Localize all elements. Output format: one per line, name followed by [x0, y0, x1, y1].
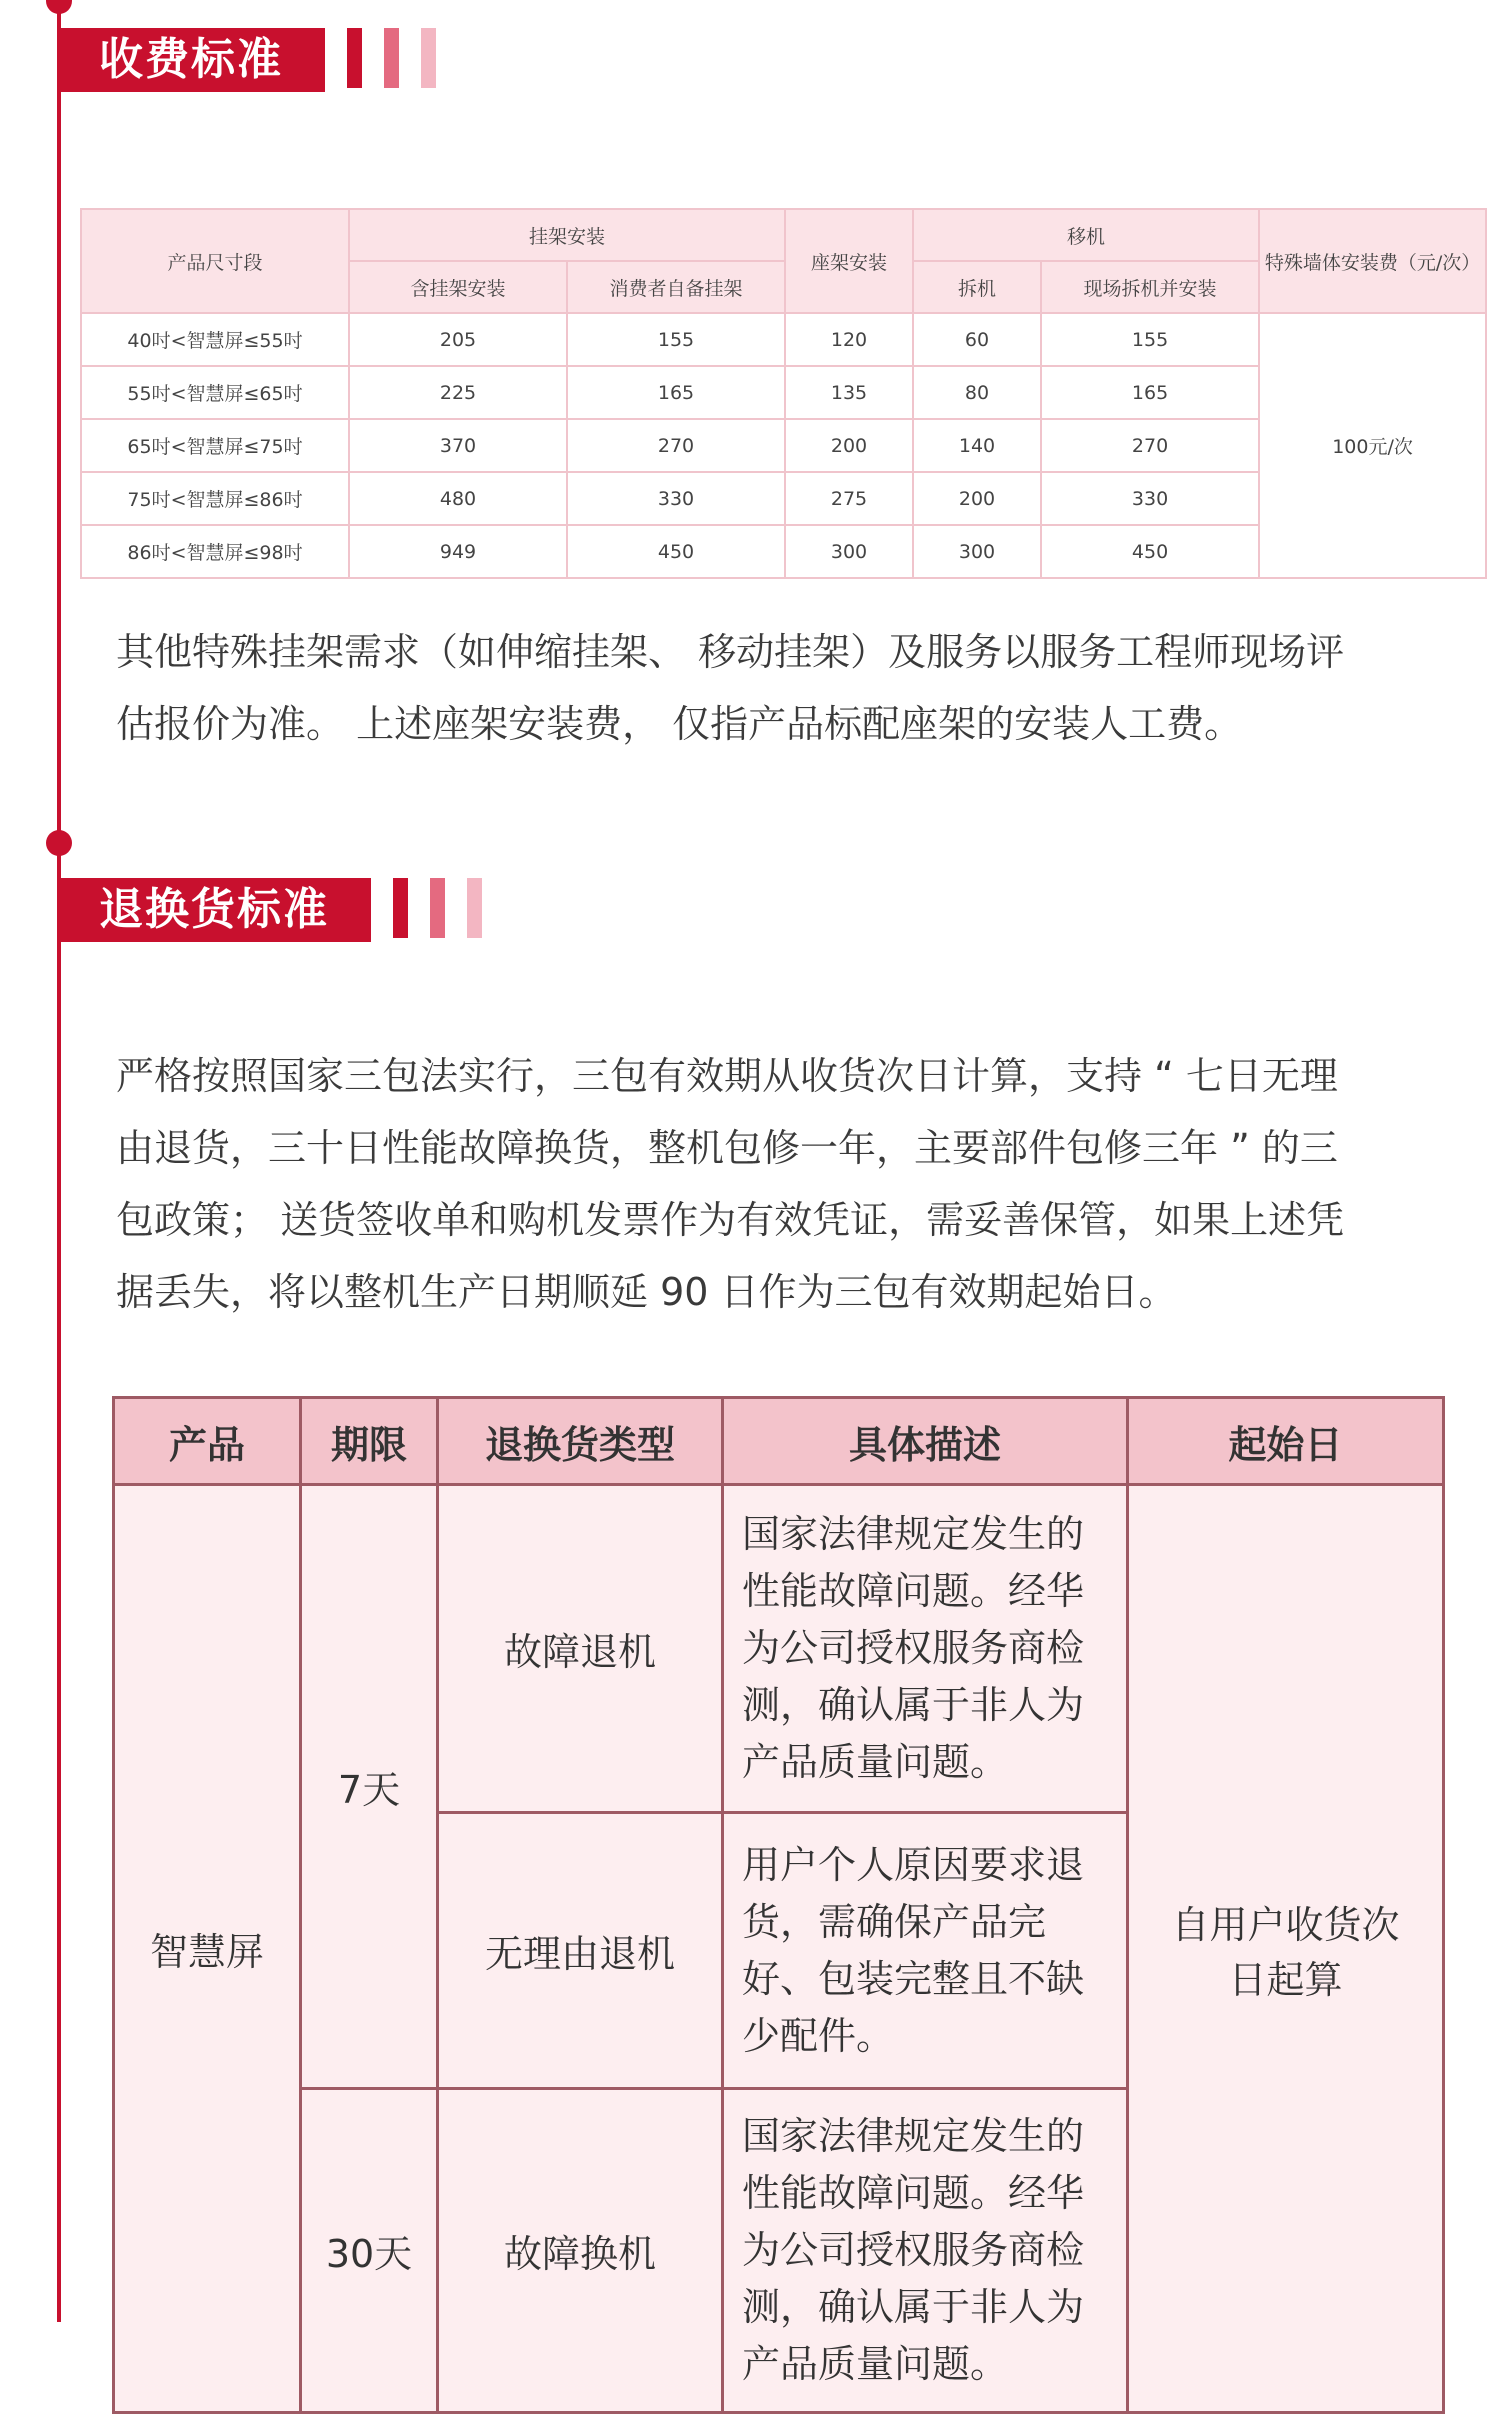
decorative-bars [393, 878, 504, 942]
header-dismantle: 拆机 [913, 261, 1041, 313]
return-section-header [59, 878, 504, 942]
cell-own: 330 [567, 472, 785, 525]
fee-note [116, 616, 1446, 760]
cell-dismantle: 80 [913, 366, 1041, 419]
cell-period-30: 30天 [301, 2089, 438, 2413]
cell-size: 75吋<智慧屏≤86吋 [81, 472, 349, 525]
cell-incl: 205 [349, 313, 567, 366]
header-type: 退换货类型 [438, 1398, 723, 1485]
cell-reinstall: 330 [1041, 472, 1259, 525]
cell-reinstall: 165 [1041, 366, 1259, 419]
policy-line: 严格按照国家三包法实行，三包有效期从收货次日计算，支持 “ 七日无理 [116, 1054, 1338, 1098]
cell-type-no-reason: 无理由退机 [438, 1813, 723, 2089]
cell-desc-fault-return: 国家法律规定发生的性能故障问题。经华为公司授权服务商检测，确认属于非人为产品质量问题。 [723, 1485, 1128, 1813]
cell-stand: 120 [785, 313, 913, 366]
timeline-dot [46, 0, 72, 14]
cell-stand: 275 [785, 472, 913, 525]
fee-section-title: 收费标准 [59, 28, 325, 92]
cell-stand: 300 [785, 525, 913, 578]
return-policy-text [116, 1040, 1446, 1328]
cell-size: 55吋<智慧屏≤65吋 [81, 366, 349, 419]
cell-size: 65吋<智慧屏≤75吋 [81, 419, 349, 472]
header-hanging: 挂架安装 [349, 209, 785, 261]
header-hanging-own: 消费者自备挂架 [567, 261, 785, 313]
fee-section-header [59, 28, 458, 92]
header-hanging-incl: 含挂架安装 [349, 261, 567, 313]
cell-desc-fault-exchange: 国家法律规定发生的性能故障问题。经华为公司授权服务商检测，确认属于非人为产品质量问题。 [723, 2089, 1128, 2413]
fee-note-line: 其他特殊挂架需求（如伸缩挂架、 移动挂架）及服务以服务工程师现场评 [116, 630, 1345, 674]
cell-dismantle: 200 [913, 472, 1041, 525]
policy-line: 包政策； 送货签收单和购机发票作为有效凭证，需妥善保管，如果上述凭 [116, 1198, 1345, 1242]
cell-incl: 480 [349, 472, 567, 525]
cell-size: 40吋<智慧屏≤55吋 [81, 313, 349, 366]
table-row [114, 1485, 1444, 1813]
cell-own: 155 [567, 313, 785, 366]
cell-size: 86吋<智慧屏≤98吋 [81, 525, 349, 578]
cell-incl: 949 [349, 525, 567, 578]
cell-product: 智慧屏 [114, 1485, 301, 2413]
header-start-day: 起始日 [1128, 1398, 1444, 1485]
cell-own: 450 [567, 525, 785, 578]
header-period: 期限 [301, 1398, 438, 1485]
header-stand: 座架安装 [785, 209, 913, 313]
table-row [81, 313, 1486, 366]
cell-stand: 200 [785, 419, 913, 472]
cell-own: 165 [567, 366, 785, 419]
header-product-size: 产品尺寸段 [81, 209, 349, 313]
cell-reinstall: 270 [1041, 419, 1259, 472]
fee-note-line: 估报价为准。 上述座架安装费， 仅指产品标配座架的安装人工费。 [116, 702, 1243, 746]
cell-dismantle: 140 [913, 419, 1041, 472]
cell-type-fault-exchange: 故障换机 [438, 2089, 723, 2413]
header-move: 移机 [913, 209, 1259, 261]
fee-table [80, 208, 1487, 579]
cell-incl: 370 [349, 419, 567, 472]
cell-special-value: 100元/次 [1259, 313, 1486, 578]
cell-desc-no-reason: 用户个人原因要求退货，需确保产品完好、包装完整且不缺少配件。 [723, 1813, 1128, 2089]
return-section-title: 退换货标准 [59, 878, 371, 942]
timeline-dot [46, 830, 72, 856]
cell-type-fault-return: 故障退机 [438, 1485, 723, 1813]
return-table [112, 1396, 1445, 2414]
header-special-wall: 特殊墙体安装费（元/次） [1259, 209, 1486, 313]
decorative-bars [347, 28, 458, 92]
timeline-line [57, 0, 61, 2322]
header-dismantle-install: 现场拆机并安装 [1041, 261, 1259, 313]
policy-line: 据丢失，将以整机生产日期顺延 90 日作为三包有效期起始日。 [116, 1270, 1177, 1314]
cell-reinstall: 450 [1041, 525, 1259, 578]
cell-reinstall: 155 [1041, 313, 1259, 366]
cell-period-7: 7天 [301, 1485, 438, 2089]
policy-line: 由退货，三十日性能故障换货，整机包修一年，主要部件包修三年 ” 的三 [116, 1126, 1338, 1170]
cell-incl: 225 [349, 366, 567, 419]
cell-stand: 135 [785, 366, 913, 419]
cell-start-day: 自用户收货次日起算 [1128, 1485, 1444, 2413]
header-description: 具体描述 [723, 1398, 1128, 1485]
header-product: 产品 [114, 1398, 301, 1485]
cell-dismantle: 300 [913, 525, 1041, 578]
cell-own: 270 [567, 419, 785, 472]
cell-dismantle: 60 [913, 313, 1041, 366]
